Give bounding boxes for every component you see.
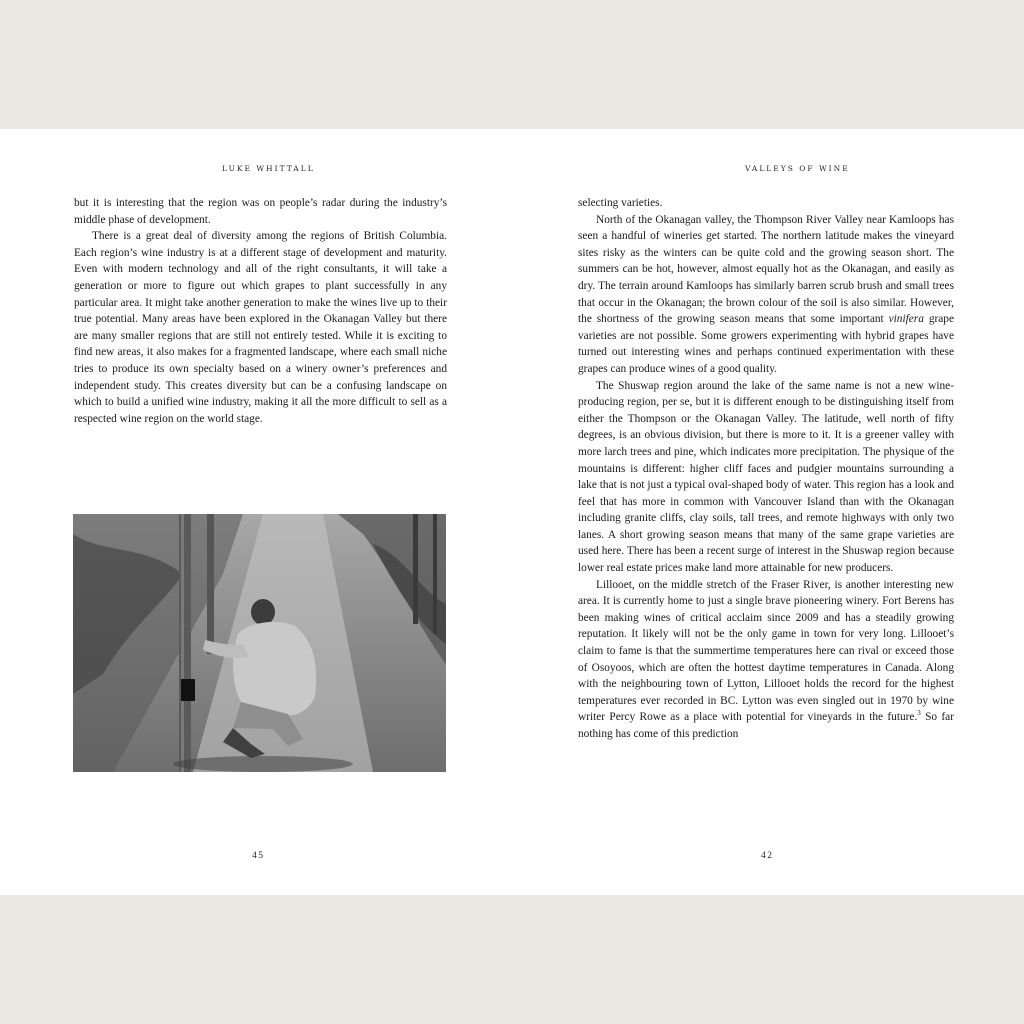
right-page-body <box>578 195 954 743</box>
paragraph: selecting varieties. <box>578 197 663 209</box>
running-head-title: VALLEYS OF WINE <box>745 164 850 173</box>
italic-term: vinifera <box>888 313 924 326</box>
paragraph: There is a great deal of diversity among the regions of British Columbia. Each region’s wine industry is at a different stage of development and maturity. Even with modern technology and all of the right consultants, it will take a generation or more to figure out which grapes to plant successfully in any particular area. It might take another generation to make the wines live up to their true potential. Many areas have been explored in the Okanagan Valley but there are many smaller regions that are still not entirely tested. While it is exciting to find new areas, it also makes for a fragmented landscape, where each small niche tries to produce its own specialty based on a winery owner’s preferences and independent study. This creates diversity but can be a confusing landscape on which to build a unified wine industry, making it all the more difficult to sell as a respected wine region on the world stage. <box>74 230 447 425</box>
left-page <box>0 129 512 895</box>
vineyard-photo <box>73 514 446 772</box>
right-page <box>512 129 1024 895</box>
footnote-marker[interactable]: 3 <box>917 709 921 718</box>
running-head-author: LUKE WHITTALL <box>222 164 315 173</box>
page-number: 45 <box>252 851 265 861</box>
paragraph: Lillooet, on the middle stretch of the Fraser River, is another interesting new area. It is currently home to just a single brave pioneering winery. Fort Berens has been making wines of critical acclaim since 2009 and has a steadily growing reputation. It likely will not be the only game in town for very long. Lillooet’s claim to fame is that the summertime temperatures here can rival or exceed those of Osoyoos, which are often the hottest daytime temperatures in Canada. Along with the neighbouring town of Lytton, Lillooet holds the record for the highest temperatures ever recorded in BC. Lytton was even singled out in 1970 by wine writer Percy Rowe as a place with potential for vineyards in the future.$^3$ So far nothing has come of this prediction <box>578 578 954 740</box>
paragraph: but it is interesting that the region was on people’s radar during the industry’s middle phase of development. <box>74 197 447 226</box>
paragraph: North of the Okanagan valley, the Thompson River Valley near Kamloops has seen a handful of wineries get started. The northern latitude makes the vineyard sites risky as the winters can be quite cold and the growing season short. The summers can be hot, however, almost equally hot as the Okanagan, and easily as dry. The terrain around Kamloops has similarly barren scrub brush and small trees that occur in the Okanagan; the brown colour of the soil is also similar. However, the shortness of the growing season means that some important vinifera grape varieties are not possible. Some growers experimenting with hybrid grapes have turned out interesting wines and perhaps continued experimentation with these grapes can produce wines of a good quality. <box>578 213 955 375</box>
left-page-body <box>74 195 447 427</box>
paragraph: The Shuswap region around the lake of the same name is not a new wine-producing region, per se, but it is different enough to be distinguishing itself from either the Thompson or the Okanagan Valley. The latitude, well north of fifty degrees, is an obvious division, but there is more to it. It is a greener valley with more larch trees and pine, which indicates more precipitation. The physique of the mountains is different: higher cliff faces and pudgier mountains surrounding a lake that is not just a typical oval-shaped body of water. This region has a look and feel that has more in common with Vancouver Island than with the Okanagan including granite cliffs, clay soils, tall trees, and remote highways with only two lanes. A short growing season means that many of the same grape varieties are used here. There has been a recent surge of interest in the Shuswap region because lower real estate prices make land more attainable for new producers. <box>578 379 954 575</box>
page-number: 42 <box>761 851 774 861</box>
book-spread <box>0 129 1024 895</box>
